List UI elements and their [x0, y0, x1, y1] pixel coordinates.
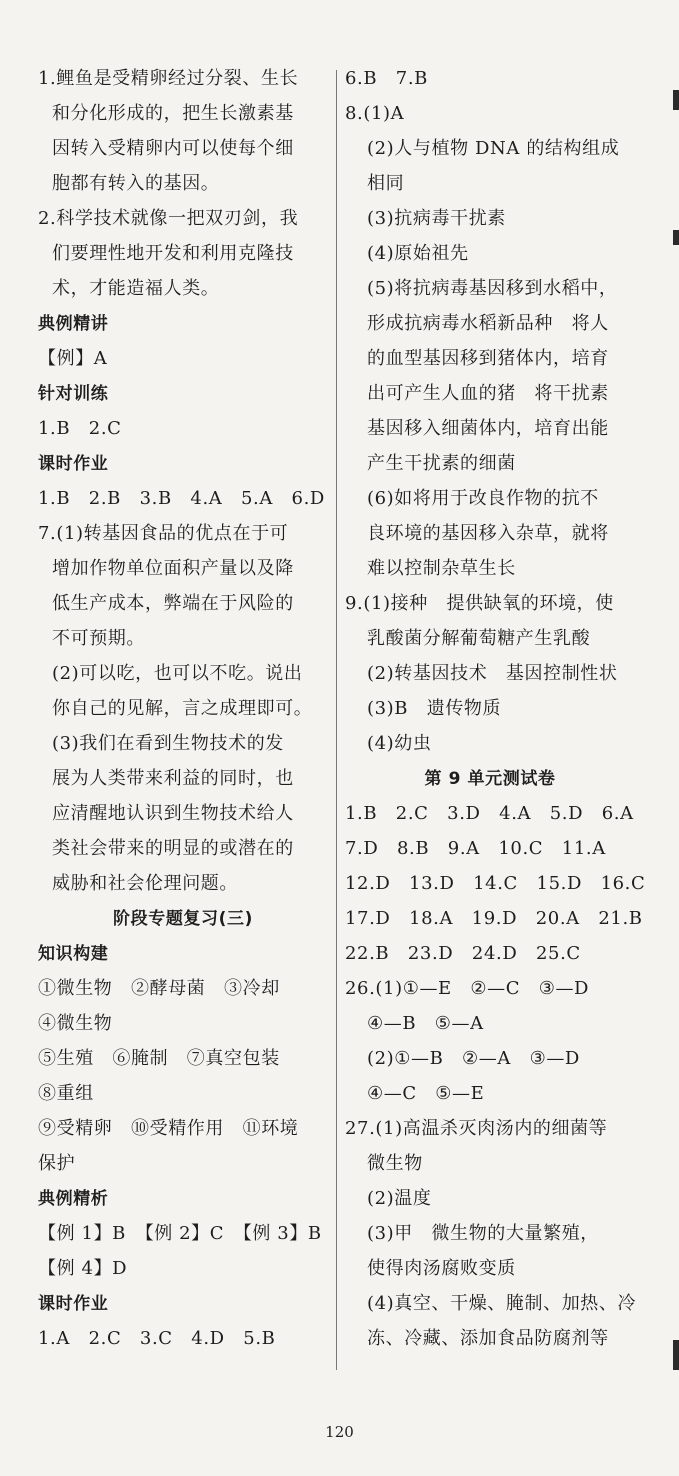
answer-line: 相同: [367, 173, 405, 194]
answer-line: (3)抗病毒干扰素: [367, 208, 506, 229]
answer-line: 使得肉汤腐败变质: [367, 1258, 516, 1279]
answer-line: 1.鲤鱼是受精卵经过分裂、生长: [38, 68, 299, 89]
answer-line: 良环境的基因移入杂草，就将: [367, 523, 609, 544]
answer-line: 胞都有转入的基因。: [52, 173, 220, 194]
answer-line: ⑤生殖 ⑥腌制 ⑦真空包装: [38, 1048, 280, 1069]
answer-line: 应清醒地认识到生物技术给人: [52, 803, 294, 824]
answer-line: 1.B 2.C 3.D 4.A 5.D 6.A: [345, 803, 634, 824]
answer-line: (6)如将用于改良作物的抗不: [367, 488, 599, 509]
answer-line: 1.B 2.B 3.B 4.A 5.A 6.D: [38, 488, 325, 509]
answer-line: 乳酸菌分解葡萄糖产生乳酸: [367, 628, 591, 649]
answer-line: (5)将抗病毒基因移到水稻中，: [367, 278, 618, 299]
answer-line: ①微生物 ②酵母菌 ③冷却: [38, 978, 280, 999]
answer-line: (4)原始祖先: [367, 243, 469, 264]
answer-line: 出可产生人血的猪 将干扰素: [367, 383, 609, 404]
answer-line: (3)甲 微生物的大量繁殖，: [367, 1223, 599, 1244]
section-heading: 针对训练: [38, 384, 109, 404]
answer-line: 9.(1)接种 提供缺氧的环境，使: [345, 593, 614, 614]
page-number: 120: [325, 1423, 354, 1441]
answer-line: 低生产成本，弊端在于风险的: [52, 593, 294, 614]
answer-line: (2)转基因技术 基因控制性状: [367, 663, 618, 684]
answer-line: 7.D 8.B 9.A 10.C 11.A: [345, 838, 606, 859]
answer-line: 不可预期。: [52, 628, 145, 649]
answer-line: ⑨受精卵 ⑩受精作用 ⑪环境: [38, 1118, 299, 1139]
answer-line: 2.科学技术就像一把双刃剑，我: [38, 208, 299, 229]
section-heading: 知识构建: [38, 944, 109, 964]
answer-line: 术，才能造福人类。: [52, 278, 220, 299]
answer-line: ⑧重组: [38, 1083, 94, 1104]
answer-line: 6.B 7.B: [345, 68, 429, 89]
section-heading: 典例精析: [38, 1189, 109, 1209]
answer-line: 微生物: [367, 1153, 423, 1174]
answer-line: (4)真空、干燥、腌制、加热、冷: [367, 1293, 637, 1314]
answer-line: (3)B 遗传物质: [367, 698, 502, 719]
scan-edge-mark: [673, 1340, 679, 1370]
answer-line: 增加作物单位面积产量以及降: [52, 558, 294, 579]
answer-line: ④—C ⑤—E: [367, 1083, 485, 1104]
answer-line: 26.(1)①—E ②—C ③—D: [345, 978, 590, 999]
answer-line: 8.(1)A: [345, 103, 405, 124]
answer-line: 冻、冷藏、添加食品防腐剂等: [367, 1328, 609, 1349]
section-heading: 阶段专题复习(三): [113, 909, 253, 929]
answer-line: 们要理性地开发和利用克隆技: [52, 243, 294, 264]
answer-line: 产生干扰素的细菌: [367, 453, 516, 474]
answer-line: ④—B ⑤—A: [367, 1013, 484, 1034]
section-heading: 课时作业: [38, 454, 109, 474]
answer-line: 【例】A: [38, 348, 108, 369]
answer-line: 因转入受精卵内可以使每个细: [52, 138, 294, 159]
answer-line: 难以控制杂草生长: [367, 558, 516, 579]
scan-edge-mark: [673, 230, 679, 245]
answer-line: (4)幼虫: [367, 733, 432, 754]
answer-line: (2)人与植物 DNA 的结构组成: [367, 138, 620, 159]
answer-line: 22.B 23.D 24.D 25.C: [345, 943, 581, 964]
answer-line: 17.D 18.A 19.D 20.A 21.B: [345, 908, 643, 929]
answer-line: 【例 1】B 【例 2】C 【例 3】B: [38, 1223, 322, 1244]
answer-line: 你自己的见解，言之成理即可。: [52, 698, 313, 719]
answer-line: (2)温度: [367, 1188, 432, 1209]
answer-line: 1.B 2.C: [38, 418, 122, 439]
answer-line: 12.D 13.D 14.C 15.D 16.C: [345, 873, 646, 894]
section-heading: 第 9 单元测试卷: [424, 769, 556, 789]
answer-line: 和分化形成的，把生长激素基: [52, 103, 294, 124]
answer-line: 7.(1)转基因食品的优点在于可: [38, 523, 289, 544]
section-heading: 典例精讲: [38, 314, 109, 334]
section-heading: 课时作业: [38, 1294, 109, 1314]
answer-line: 27.(1)高温杀灭肉汤内的细菌等: [345, 1118, 608, 1139]
scan-edge-mark: [673, 90, 679, 110]
answer-line: 的血型基因移到猪体内，培育: [367, 348, 609, 369]
column-divider: [336, 70, 337, 1370]
answer-line: (2)可以吃，也可以不吃。说出: [52, 663, 303, 684]
answer-line: (3)我们在看到生物技术的发: [52, 733, 284, 754]
answer-line: 威胁和社会伦理问题。: [52, 873, 238, 894]
answer-line: 基因移入细菌体内，培育出能: [367, 418, 609, 439]
answer-line: 类社会带来的明显的或潜在的: [52, 838, 294, 859]
answer-line: 保护: [38, 1153, 76, 1174]
answer-line: (2)①—B ②—A ③—D: [367, 1048, 580, 1069]
answer-line: ④微生物: [38, 1013, 113, 1034]
answer-line: 形成抗病毒水稻新品种 将人: [367, 313, 609, 334]
answer-line: 【例 4】D: [38, 1258, 128, 1279]
answer-line: 1.A 2.C 3.C 4.D 5.B: [38, 1328, 276, 1349]
answer-line: 展为人类带来利益的同时，也: [52, 768, 294, 789]
